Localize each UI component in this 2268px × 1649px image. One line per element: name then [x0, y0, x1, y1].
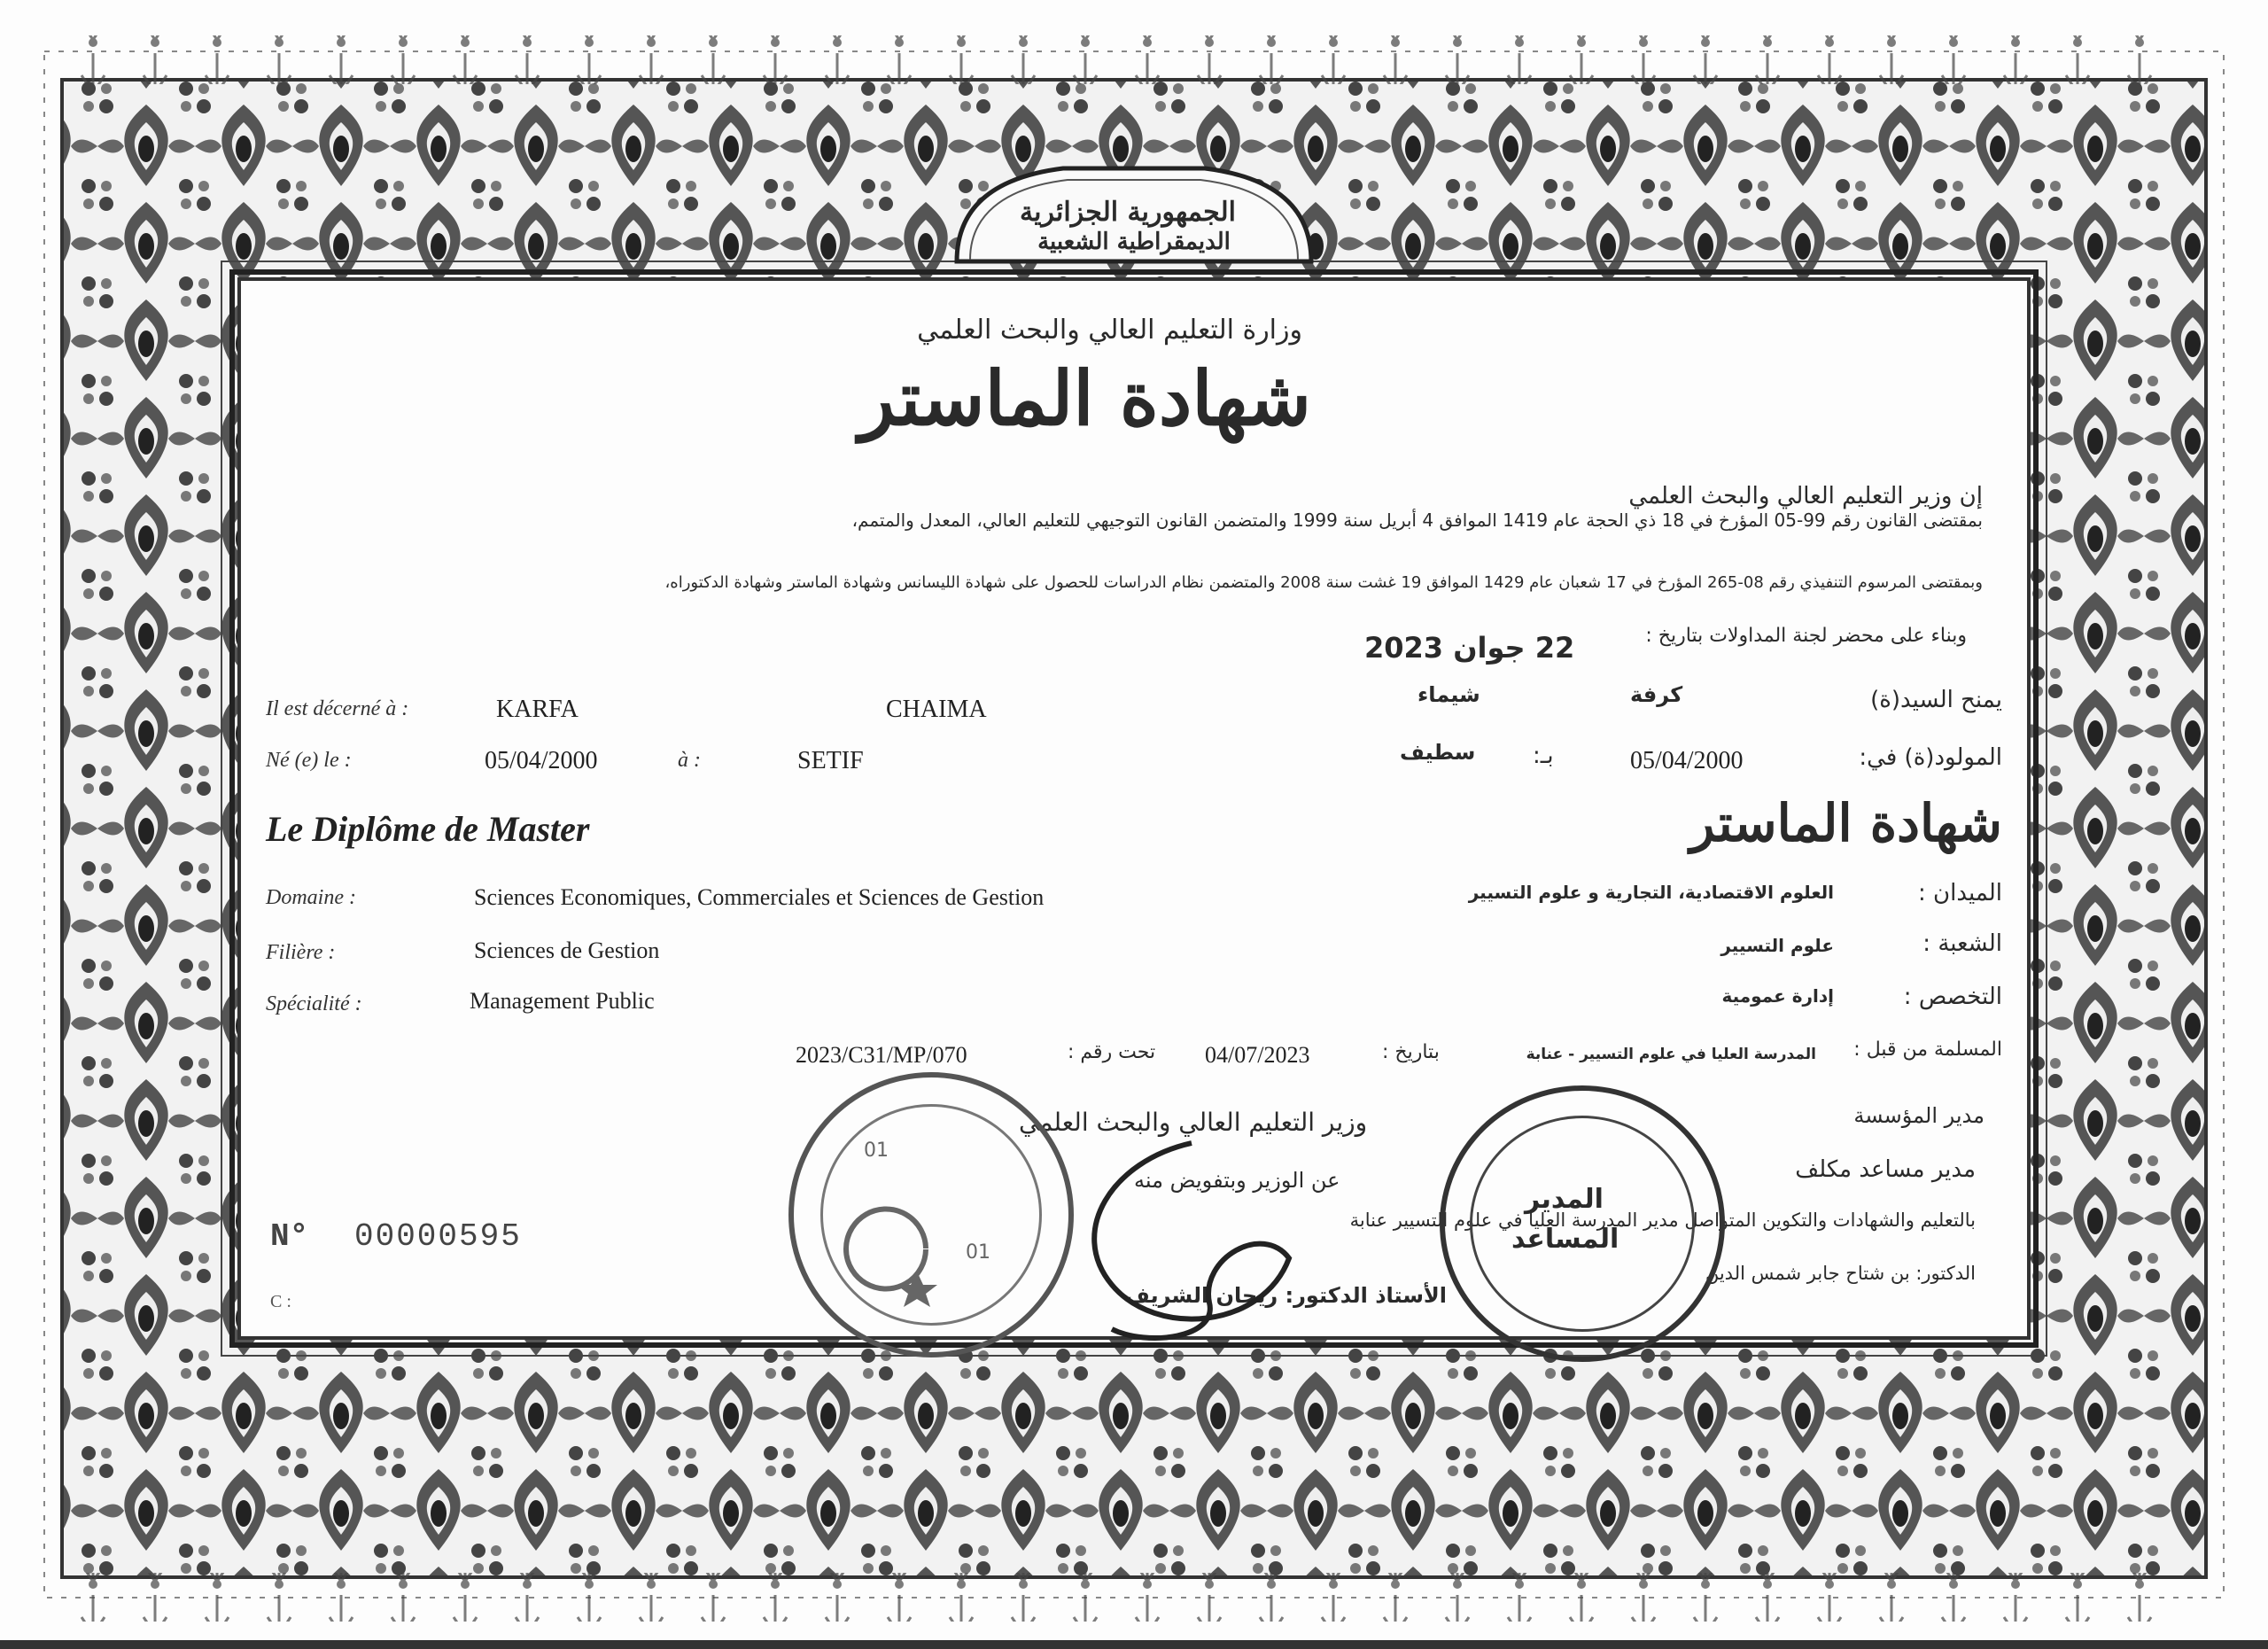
domain-value-fr: Sciences Economiques, Commerciales et Sciences de Gestion	[474, 884, 1045, 910]
ministry-seal-stamp	[788, 1072, 1074, 1357]
svg-text:01: 01	[864, 1140, 889, 1162]
preamble-line-1: إن وزير التعليم العالي والبحث العلمي	[1628, 483, 1983, 509]
deliberation-date: 22 جوان 2023	[1364, 631, 1575, 665]
recipient-label-ar: يمنح السيد(ة)	[1870, 687, 2002, 713]
serial-number: 00000595	[354, 1218, 522, 1255]
birth-label-fr: Né (e) le :	[266, 749, 352, 772]
birth-place-label-ar: بـ:	[1533, 743, 1554, 769]
reference-number: 2023/C31/MP/070	[796, 1042, 967, 1068]
specialty-value-ar: إدارة عمومية	[1721, 985, 1834, 1007]
issuance-date: 04/07/2023	[1205, 1042, 1310, 1068]
birth-date-ar: 05/04/2000	[1630, 747, 1744, 774]
birth-place-label-fr: à :	[678, 749, 701, 772]
recipient-given-name-ar: شيماء	[1418, 682, 1480, 707]
diploma-title-fr: Le Diplôme de Master	[266, 809, 590, 849]
issuance-label-ar: المسلمة من قبل :	[1853, 1038, 2002, 1061]
field-label-fr: Filière :	[266, 941, 336, 964]
scan-edge-bar	[0, 1640, 2268, 1649]
field-label-ar: الشعبة :	[1922, 930, 2002, 957]
serial-label: N°	[270, 1218, 309, 1255]
certificate-title-ar: شهادة الماستر	[858, 354, 1311, 442]
specialty-label-fr: Spécialité :	[266, 992, 362, 1015]
specialty-value-fr: Management Public	[470, 988, 655, 1014]
birth-label-ar: المولود(ة) في:	[1859, 744, 2002, 771]
ministry-name: وزارة التعليم العالي والبحث العلمي	[917, 315, 1302, 346]
republic-line-1: الجمهورية الجزائرية	[1020, 197, 1236, 228]
field-value-ar: علوم التسيير	[1720, 935, 1834, 956]
issuing-institution: المدرسة العليا في علوم التسيير - عنابة	[1526, 1046, 1816, 1063]
svg-text:01: 01	[966, 1241, 990, 1264]
recipient-surname: KARFA	[496, 696, 579, 723]
diploma-title-ar: شهادة الماستر	[1689, 793, 2002, 853]
field-value-fr: Sciences de Gestion	[474, 937, 660, 963]
handwritten-signature	[1059, 1125, 1324, 1356]
delegation-line-3: بالتعليم والشهادات والتكوين المتواصل مدير المدرسة العليا في علوم التسيير عنابة	[1349, 1210, 1976, 1231]
birth-place-ar: سطيف	[1400, 740, 1476, 765]
recipient-given-name: CHAIMA	[886, 696, 987, 723]
issuance-date-label: بتاريخ :	[1382, 1041, 1440, 1063]
domain-label-fr: Domaine :	[266, 886, 356, 909]
domain-value-ar: العلوم الاقتصادية، التجارية و علوم التسيير	[1468, 882, 1834, 903]
school-stamp	[1440, 1085, 1725, 1362]
signatory-name-left: الدكتور: بن شتاح جابر شمس الدين	[1705, 1263, 1976, 1284]
birth-date: 05/04/2000	[485, 747, 598, 774]
reference-label: تحت رقم :	[1068, 1041, 1156, 1063]
recipient-label-fr: Il est décerné à :	[266, 697, 409, 720]
domain-label-ar: الميدان :	[1917, 880, 2002, 906]
minister-title: وزير التعليم العالي والبحث العلمي	[1019, 1108, 1368, 1137]
preamble-line-2: بمقتضى القانون رقم 99-05 المؤرخ في 18 ذي الحجة عام 1419 الموافق 4 أبريل سنة 1999 والمتضمن القانون التوجيهي للتعليم العالي، المعدل والمتمم،	[851, 509, 1983, 531]
director-title: مدير المؤسسة	[1853, 1103, 1984, 1128]
republic-line-2: الديمقراطية الشعبية	[1037, 229, 1231, 255]
specialty-label-ar: التخصص :	[1903, 984, 2002, 1010]
deliberation-label: وبناء على محضر لجنة المداولات بتاريخ :	[1645, 625, 1967, 647]
recipient-surname-ar: كرفة	[1630, 682, 1683, 707]
delegation-line-1: مدير مساعد مكلف	[1795, 1156, 1976, 1183]
birth-place: SETIF	[797, 747, 864, 774]
stamp-text-1: المدير	[1525, 1184, 1604, 1215]
c-label: C :	[270, 1292, 291, 1311]
signatory-name-right: الأستاذ الدكتور: ريحان الشريف	[1125, 1283, 1448, 1308]
preamble-line-3: وبمقتضى المرسوم التنفيذي رقم 08-265 المؤرخ في 17 شعبان عام 1429 الموافق 19 غشت سنة 2008 والمتضمن نظام الدراسات للحصول على شهادة الليسانس وشهادة الماستر وشهادة الدكتوراه،	[664, 573, 1983, 592]
stamp-text-2: المساعد	[1511, 1224, 1619, 1255]
delegation-line-2: عن الوزير وبتفويض منه	[1134, 1168, 1340, 1193]
